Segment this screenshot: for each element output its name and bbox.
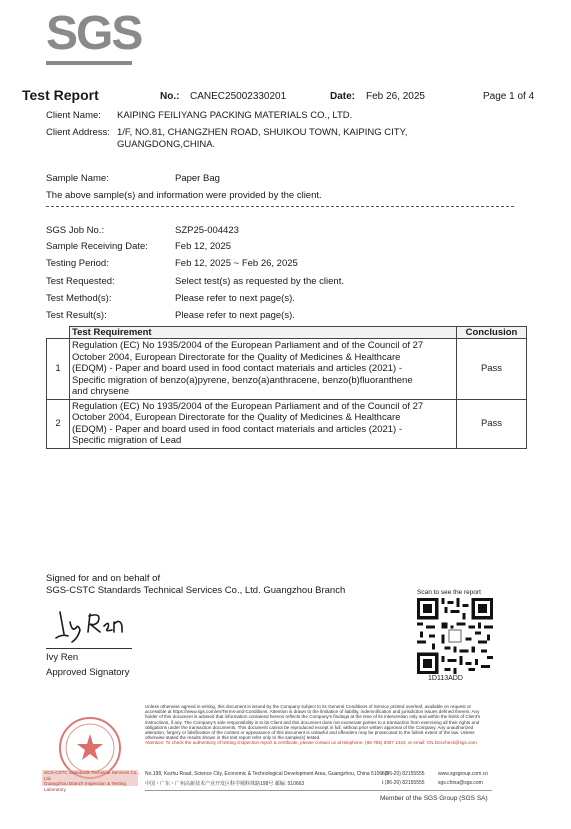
qr-code-icon[interactable] — [417, 598, 493, 674]
sample-provided-note: The above sample(s) and information were provided by the client. — [46, 190, 322, 201]
footer-disclaimer — [145, 704, 492, 746]
row-number: 1 — [47, 339, 70, 400]
report-no-value: CANEC25002330201 — [190, 91, 287, 102]
seal-lab-text — [44, 770, 144, 792]
sgs-logo-rule — [46, 61, 132, 65]
job-no-value: SZP25-004423 — [175, 225, 239, 236]
test-method-label: Test Method(s): — [46, 293, 112, 304]
requirement-line: Specific migration of Lead — [72, 435, 182, 446]
test-requested-label: Test Requested: — [46, 276, 115, 287]
footer-email[interactable]: sgs.china@sgs.com — [438, 780, 483, 786]
table-header-row — [47, 327, 527, 339]
test-result-label: Test Result(s): — [46, 310, 107, 321]
table-header-requirement: Test Requirement — [70, 327, 457, 339]
job-no-label: SGS Job No.: — [46, 225, 105, 236]
test-result-value: Please refer to next page(s). — [175, 310, 295, 321]
signature-line — [46, 648, 132, 649]
signing-company: SGS-CSTC Standards Technical Services Co., Ltd. Guangzhou Branch — [46, 585, 346, 596]
client-name-label: Client Name: — [46, 110, 101, 121]
receiving-date-label: Sample Receiving Date: — [46, 241, 148, 252]
footer-website[interactable]: www.sgsgroup.com.cn — [438, 771, 489, 777]
client-address-line1: 1/F, NO.81, CHANGZHEN ROAD, SHUIKOU TOWN, KAIPING CITY, — [117, 127, 408, 138]
qr-caption: Scan to see the report — [417, 589, 481, 596]
testing-period-value: Feb 12, 2025 ~ Feb 26, 2025 — [175, 258, 298, 269]
footer-tel1: t (86-20) 82155555 — [382, 771, 425, 777]
requirement-line: Regulation (EC) No 1935/2004 of the European Parliament and of the Council of 27 — [72, 340, 424, 351]
sgs-logo-text: SGS — [46, 7, 142, 60]
disclaimer-text: Unless otherwise agreed in writing, this document is issued by the Company subject to its General Conditions of Service printed overleaf, available on request or accessible at https://www.sgs.com/en/Terms-and-Conditions. Attention is drawn to the limitation of liability, indemnification and jurisdiction issues defined therein. Any holder of this document is advised that information contained hereon reflects the Company's findings at the time of its intervention only and within the limits of Client's instructions, if any. The Company's sole responsibility is to its Client and this document does not exonerate parties to a transaction from exercising all their rights and obligations under the transaction documents. This document cannot be reproduced except in full, without prior written approval of the Company. Any unauthorized alteration, forgery or falsification of the content or appearance of this document is unlawful and offenders may be prosecuted to the fullest extent of the law. Unless otherwise stated the results shown in this test report refer only to the sample(s) tested. — [145, 704, 481, 741]
table-row — [47, 339, 527, 400]
testing-period-label: Testing Period: — [46, 258, 109, 269]
report-no-label: No.: — [160, 91, 180, 102]
signatory-title: Approved Signatory — [46, 667, 130, 678]
section-divider — [46, 206, 514, 207]
row-number: 2 — [47, 399, 70, 448]
requirement-line: (EDQM) - Paper and board used in food contact materials and articles (2021) - — [72, 363, 403, 374]
row-conclusion: Pass — [457, 399, 527, 448]
requirement-line: (EDQM) - Paper and board used in food contact materials and articles (2021) - — [72, 423, 403, 435]
handwritten-signature — [52, 604, 132, 644]
client-name-value: KAIPING FEILIYANG PACKING MATERIALS CO., LTD. — [117, 110, 353, 121]
table-row — [47, 399, 527, 448]
sample-name-label: Sample Name: — [46, 173, 109, 184]
test-requirement-table — [46, 326, 527, 449]
page-indicator: Page 1 of 4 — [483, 91, 535, 102]
requirement-line: October 2004, European Directorate for the Quality of Medicines & Healthcare — [72, 351, 401, 363]
test-method-value: Please refer to next page(s). — [175, 293, 295, 304]
requirement-line: Specific migration of benzo(a)pyrene, benzo(a)anthracene, benzo(b)fluoranthene — [72, 374, 413, 386]
signatory-name: Ivy Ren — [46, 652, 79, 663]
table-header-conclusion: Conclusion — [457, 327, 527, 339]
footer-tel2: t (86-20) 82155555 — [382, 780, 425, 786]
qr-code-id: 1D113ADD — [428, 675, 463, 682]
sample-name-value: Paper Bag — [175, 173, 220, 184]
requirement-line: and chrysene — [72, 386, 130, 397]
footer-rule — [145, 790, 492, 791]
test-requested-value: Select test(s) as requested by the client. — [175, 276, 344, 287]
requirement-line: October 2004, European Directorate for the Quality of Medicines & Healthcare — [72, 412, 401, 423]
sgs-group-member: Member of the SGS Group (SGS SA) — [380, 795, 488, 802]
client-address-label: Client Address: — [46, 127, 110, 138]
report-title: Test Report — [22, 87, 99, 103]
signed-for-text: Signed for and on behalf of — [46, 573, 161, 584]
receiving-date-value: Feb 12, 2025 — [175, 241, 231, 252]
address-chinese: 中国・广东・广州高新技术产业开发区科学城科珠路198号 邮编: 510663 — [145, 781, 305, 787]
client-address-line2: GUANGDONG,CHINA. — [117, 139, 216, 150]
report-date-label: Date: — [330, 91, 356, 102]
seal-lab-line2: Guangzhou Branch Inspection & Testing Laboratory — [44, 781, 126, 792]
address-english: No.198, Kezhu Road, Science City, Economic & Technological Development Area, Guangzhou, China 510663 — [145, 771, 388, 777]
seal-lab-line1: SGS-CSTC Standards Technical Services Co., Ltd. — [44, 770, 139, 781]
row-requirement — [70, 399, 457, 448]
requirement-line: Regulation (EC) No 1935/2004 of the European Parliament and of the Council of 27 — [72, 400, 424, 412]
table-header-blank — [47, 327, 70, 339]
sgs-logo — [46, 7, 142, 68]
authenticity-attention: Attention: To check the authenticity of testing /inspection report & certificate, please contact us at telephone: (86-755) 8307 1443, or email: CN.Doccheck@sgs.com — [145, 740, 477, 746]
row-conclusion: Pass — [457, 339, 527, 400]
row-requirement — [70, 339, 457, 400]
report-date-value: Feb 26, 2025 — [366, 91, 425, 102]
